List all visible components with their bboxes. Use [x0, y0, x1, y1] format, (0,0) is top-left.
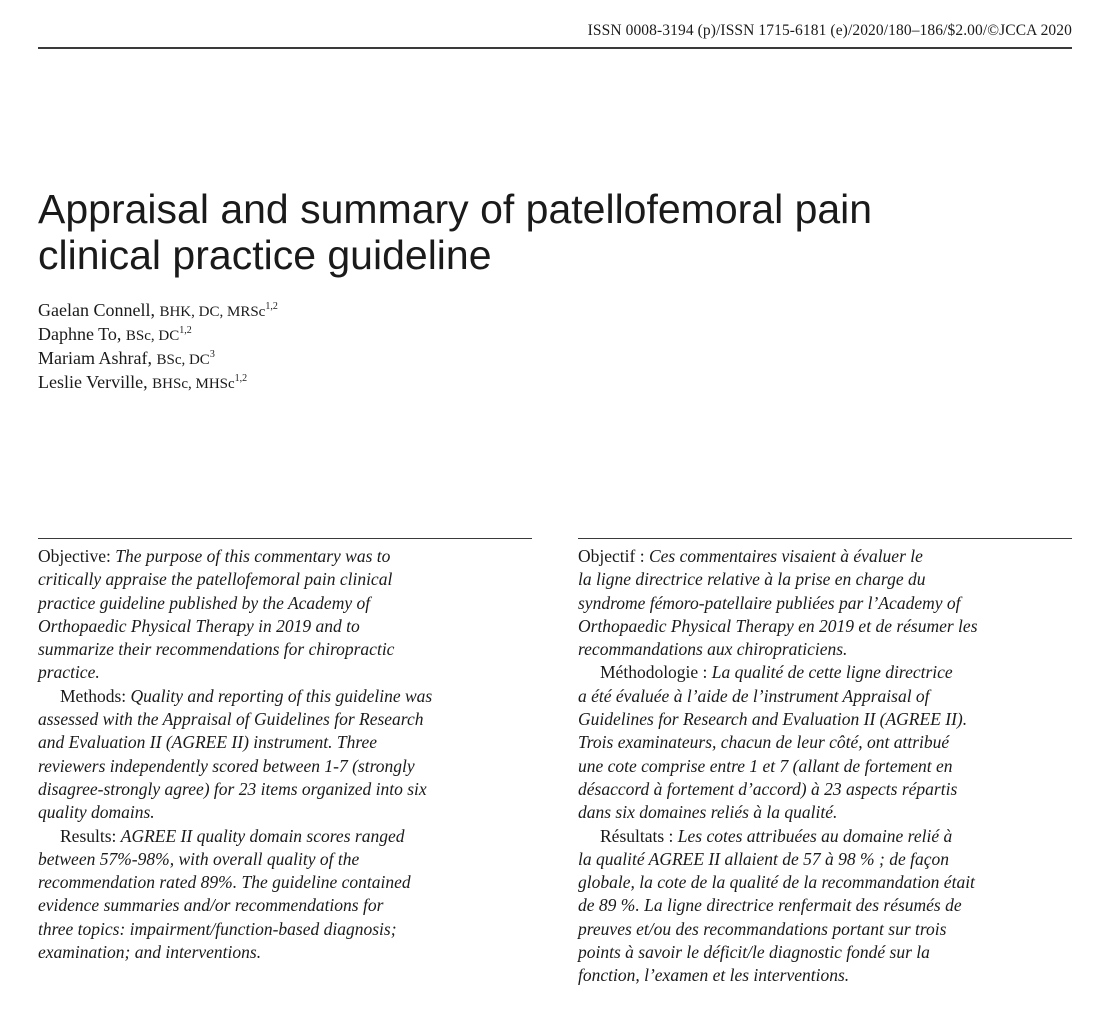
abstract-line: summarize their recommendations for chiropractic [38, 639, 395, 660]
section-label: Objective: [38, 546, 116, 566]
section-label: Methods: [60, 685, 131, 706]
author-name: Mariam Ashraf, [38, 348, 157, 368]
abstract-line: assessed with the Appraisal of Guidelines for Research [38, 709, 424, 730]
section-label: Results: [60, 825, 121, 846]
journal-issn-line: ISSN 0008-3194 (p)/ISSN 1715-6181 (e)/2020/180–186/$2.00/©JCCA 2020 [587, 22, 1072, 39]
abstract-line: Les cotes attribuées au domaine relié à [677, 825, 953, 846]
abstract-line: La qualité de cette ligne directrice [711, 662, 953, 683]
author-credentials: BSc, DC [125, 328, 180, 344]
author-name: Gaelan Connell, [38, 300, 160, 320]
section-label: Méthodologie : [600, 662, 712, 683]
abstract-line: Guidelines for Research and Evaluation II (AGREE II). [578, 709, 968, 730]
abstract-english [38, 538, 532, 964]
author-affiliation: 1,2 [234, 373, 248, 384]
abstract-line: dans six domaines reliés à la qualité. [578, 802, 838, 823]
abstract-line: recommendation rated 89%. The guideline contained [38, 872, 411, 893]
author-name: Leslie Verville, [38, 372, 153, 392]
abstract-line: recommandations aux chiropraticiens. [578, 639, 848, 660]
author-name: Daphne To, [38, 324, 126, 344]
abstract-line: AGREE II quality domain scores ranged [120, 825, 405, 846]
title-line: Appraisal and summary of patellofemoral pain [38, 186, 873, 232]
abstract-objective [38, 545, 532, 685]
resume-objectif [578, 545, 1072, 661]
abstract-line: quality domains. [38, 802, 155, 823]
section-label: Résultats : [600, 825, 678, 846]
abstract-line: critically appraise the patellofemoral pain clinical [38, 569, 393, 590]
abstract-line: Ces commentaires visaient à évaluer le [648, 546, 923, 566]
abstract-line: une cote comprise entre 1 et 7 (allant de fortement en [578, 755, 953, 776]
abstract-line: désaccord à fortement d’accord) à 23 aspects répartis [578, 778, 958, 799]
abstract-line: between 57%-98%, with overall quality of the [38, 848, 360, 869]
author-affiliation: 3 [209, 349, 215, 360]
abstract-line: de 89 %. La ligne directrice renfermait des résumés de [578, 895, 962, 916]
abstract-line: practice guideline published by the Academy of [38, 592, 371, 613]
abstract-line: three topics: impairment/function-based diagnosis; [38, 918, 397, 939]
author-credentials: BHK, DC, MRSc [159, 304, 266, 320]
abstract-line: a été évaluée à l’aide de l’instrument Appraisal of [578, 685, 930, 706]
author-entry [38, 323, 278, 347]
resume-methodologie [578, 661, 1072, 824]
abstract-line: and Evaluation II (AGREE II) instrument. Three [38, 732, 378, 753]
article-title [38, 186, 1038, 278]
abstract-line: examination; and interventions. [38, 942, 262, 963]
author-list [38, 299, 278, 395]
section-label: Objectif : [578, 546, 649, 566]
abstract-line: The purpose of this commentary was to [115, 546, 391, 566]
abstract-line: evidence summaries and/or recommendations for [38, 895, 384, 916]
abstract-line: points à savoir le déficit/le diagnostic fondé sur la [578, 942, 930, 963]
abstract-results [38, 825, 532, 965]
author-affiliation: 1,2 [179, 325, 192, 336]
author-entry [38, 371, 278, 395]
abstract-line: preuves et/ou des recommandations portant sur trois [578, 918, 947, 939]
abstract-line: practice. [38, 662, 100, 683]
header-divider [38, 47, 1072, 49]
abstract-line: fonction, l’examen et les interventions. [578, 965, 850, 986]
abstract-french [578, 538, 1072, 988]
author-entry [38, 347, 278, 371]
abstract-methods [38, 685, 532, 825]
resume-resultats [578, 825, 1072, 988]
abstract-line: Trois examinateurs, chacun de leur côté, ont attribué [578, 732, 950, 753]
abstract-line: Orthopaedic Physical Therapy in 2019 and to [38, 615, 360, 636]
abstract-line: reviewers independently scored between 1-7 (strongly [38, 755, 415, 776]
abstract-line: la ligne directrice relative à la prise en charge du [578, 569, 926, 590]
abstract-line: globale, la cote de la qualité de la recommandation était [578, 872, 975, 893]
abstract-line: syndrome fémoro-patellaire publiées par l’Academy of [578, 592, 961, 613]
abstract-line: disagree-strongly agree) for 23 items organized into six [38, 778, 427, 799]
abstract-line: la qualité AGREE II allaient de 57 à 98 % ; de façon [578, 848, 949, 869]
author-affiliation: 1,2 [265, 301, 278, 312]
title-line: clinical practice guideline [38, 232, 492, 278]
author-credentials: BHSc, MHSc [152, 376, 235, 392]
abstract-line: Quality and reporting of this guideline was [130, 685, 433, 706]
author-credentials: BSc, DC [156, 352, 210, 368]
abstract-line: Orthopaedic Physical Therapy en 2019 et de résumer les [578, 615, 978, 636]
author-entry [38, 299, 278, 323]
